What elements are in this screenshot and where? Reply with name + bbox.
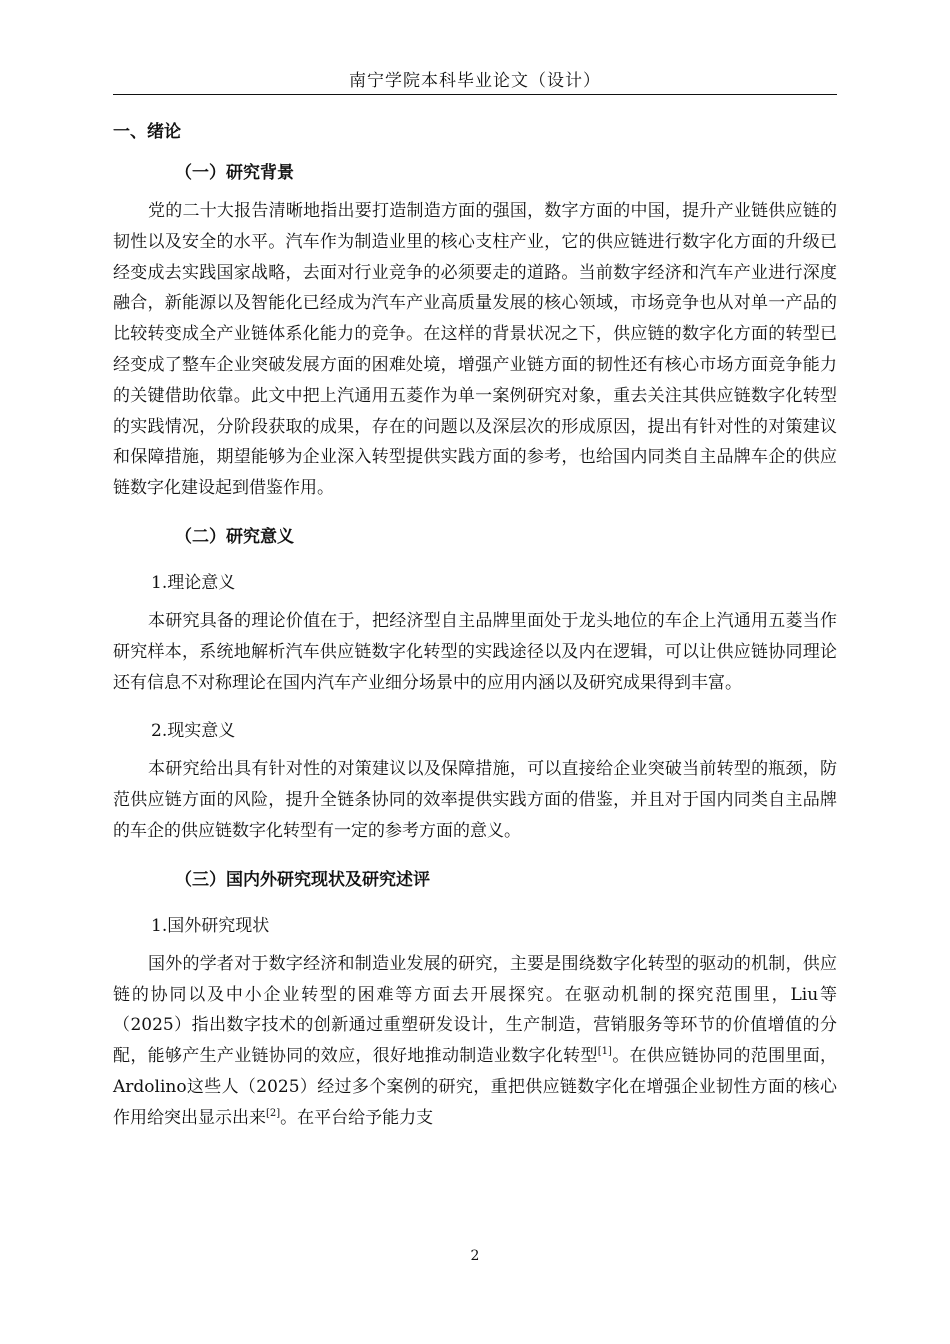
running-header: 南宁学院本科毕业论文（设计） [349, 71, 601, 91]
section-heading: 一、绪论 [113, 122, 181, 142]
foreign-text-2: 。在供应链协同的范围里面，Ardolino这些人（2025）经过多个案例的研究，重把供应链数字化在增强企业韧性方面的核心作用给突出显示出来 [113, 1046, 838, 1128]
paragraph-background: 党的二十大报告清晰地指出要打造制造方面的强国，数字方面的中国，提升产业链供应链的韧性以及安全的水平。汽车作为制造业里的核心支柱产业，它的供应链进行数字化方面的升级已经变成去实践国家战略，去面对行业竞争的必须要走的道路。当前数字经济和汽车产业进行深度融合，新能源以及智能化已经成为汽车产业高质量发展的核心领域，市场竞争也从对单一产品的比较转变成全产业链体系化能力的竞争。在这样的背景状况之下，供应链的数字化方面的转型已经变成了整车企业突破发展方面的困难处境，增强产业链方面的韧性还有核心市场方面竞争能力的关键借助依靠。此文中把上汽通用五菱作为单一案例研究对象，重去关注其供应链数字化转型的实践情况，分阶段获取的成果，存在的问题以及深层次的形成原因，提出有针对性的对策建议和保障措施，期望能够为企业深入转型提供实践方面的参考，也给国内同类自主品牌车企的供应链数字化建设起到借鉴作用。 [113, 201, 837, 499]
paragraph-theory: 本研究具备的理论价值在于，把经济型自主品牌里面处于龙头地位的车企上汽通用五菱当作研究样本，系统地解析汽车供应链数字化转型的实践途径以及内在逻辑，可以让供应链协同理论还有信息不对称理论在国内汽车产业细分场景中的应用内涵以及研究成果得到丰富。 [113, 610, 837, 693]
paragraph-practice: 本研究给出具有针对性的对策建议以及保障措施，可以直接给企业突破当前转型的瓶颈，防范供应链方面的风险，提升全链条协同的效率提供实践方面的借鉴，并且对于国内同类自主品牌的车企的供应链数字化转型有一定的参考方面的意义。 [113, 759, 837, 841]
paragraph-foreign [113, 949, 837, 1134]
subheading-foreign: 1.国外研究现状 [151, 915, 270, 936]
subheading-practice: 2.现实意义 [151, 721, 236, 742]
citation-1: [1] [597, 1046, 612, 1058]
foreign-text-3: 。在平台给予能力支 [280, 1107, 434, 1128]
citation-2: [2] [266, 1107, 281, 1119]
page-body [113, 114, 837, 1144]
subsection-heading-background: （一）研究背景 [175, 163, 294, 183]
subsection-heading-significance: （二）研究意义 [175, 526, 294, 547]
page-number: 2 [470, 1248, 480, 1264]
header-rule [113, 94, 837, 95]
subheading-theory: 1.理论意义 [151, 572, 236, 593]
foreign-text-1: 国外的学者对于数字经济和制造业发展的研究，主要是围绕数字化转型的驱动的机制，供应链的协同以及中小企业转型的困难等方面去开展探究。在驱动机制的探究范围里，Liu等（2025）指出数字技术的创新通过重塑研发设计，生产制造，营销服务等环节的价值增值的分配，能够产生产业链协同的效应，很好地推动制造业数字化转型 [113, 953, 837, 1067]
subsection-heading-review: （三）国内外研究现状及研究述评 [175, 869, 430, 890]
